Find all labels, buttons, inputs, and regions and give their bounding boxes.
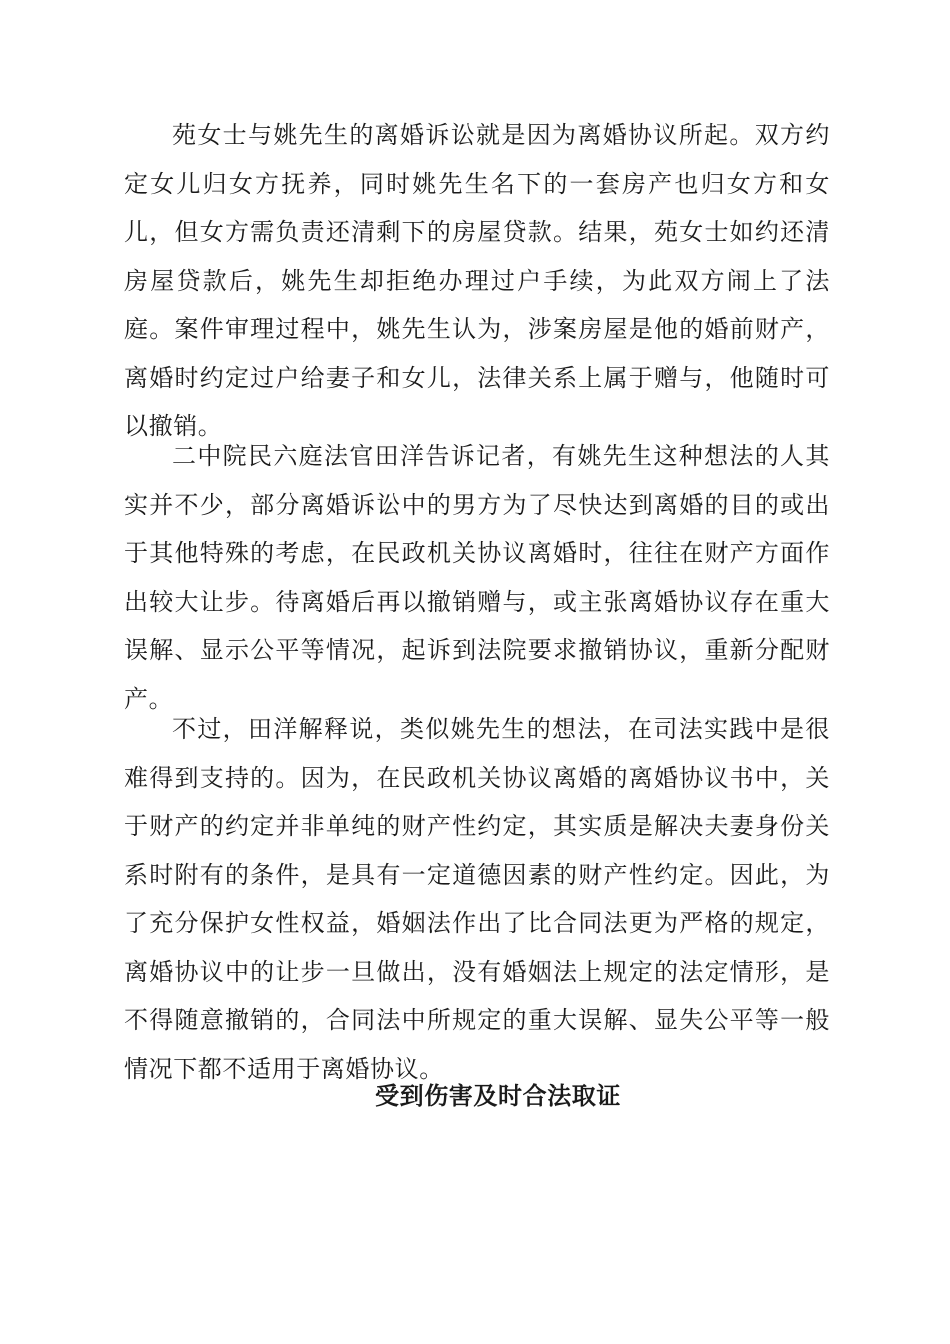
section-heading: 受到伤害及时合法取证 (375, 1081, 621, 1110)
paragraph-1: 苑女士与姚先生的离婚诉讼就是因为离婚协议所起。双方约定女儿归女方抚养，同时姚先生名下的一套房产也归女方和女儿，但女方需负责还清剩下的房屋贷款。结果，苑女士如约还清房屋贷款后，姚先生却拒绝办理过户手续，为此双方闹上了法庭。案件审理过程中，姚先生认为，涉案房屋是他的婚前财产，离婚时约定过户给妻子和女儿，法律关系上属于赠与，他随时可以撤销。 (124, 121, 830, 440)
paragraph-3: 不过，田洋解释说，类似姚先生的想法，在司法实践中是很难得到支持的。因为，在民政机关协议离婚的离婚协议书中，关于财产的约定并非单纯的财产性约定，其实质是解决夫妻身份关系时附有的条件，是具有一定道德因素的财产性约定。因此，为了充分保护女性权益，婚姻法作出了比合同法更为严格的规定，离婚协议中的让步一旦做出，没有婚姻法上规定的法定情形，是不得随意撤销的，合同法中所规定的重大误解、显失公平等一般情况下都不适用于离婚协议。 (124, 715, 830, 1083)
paragraph-2: 二中院民六庭法官田洋告诉记者，有姚先生这种想法的人其实并不少，部分离婚诉讼中的男方为了尽快达到离婚的目的或出于其他特殊的考虑，在民政机关协议离婚时，往往在财产方面作出较大让步。待离婚后再以撤销赠与，或主张离婚协议存在重大误解、显示公平等情况，起诉到法院要求撤销协议，重新分配财产。 (124, 442, 830, 713)
